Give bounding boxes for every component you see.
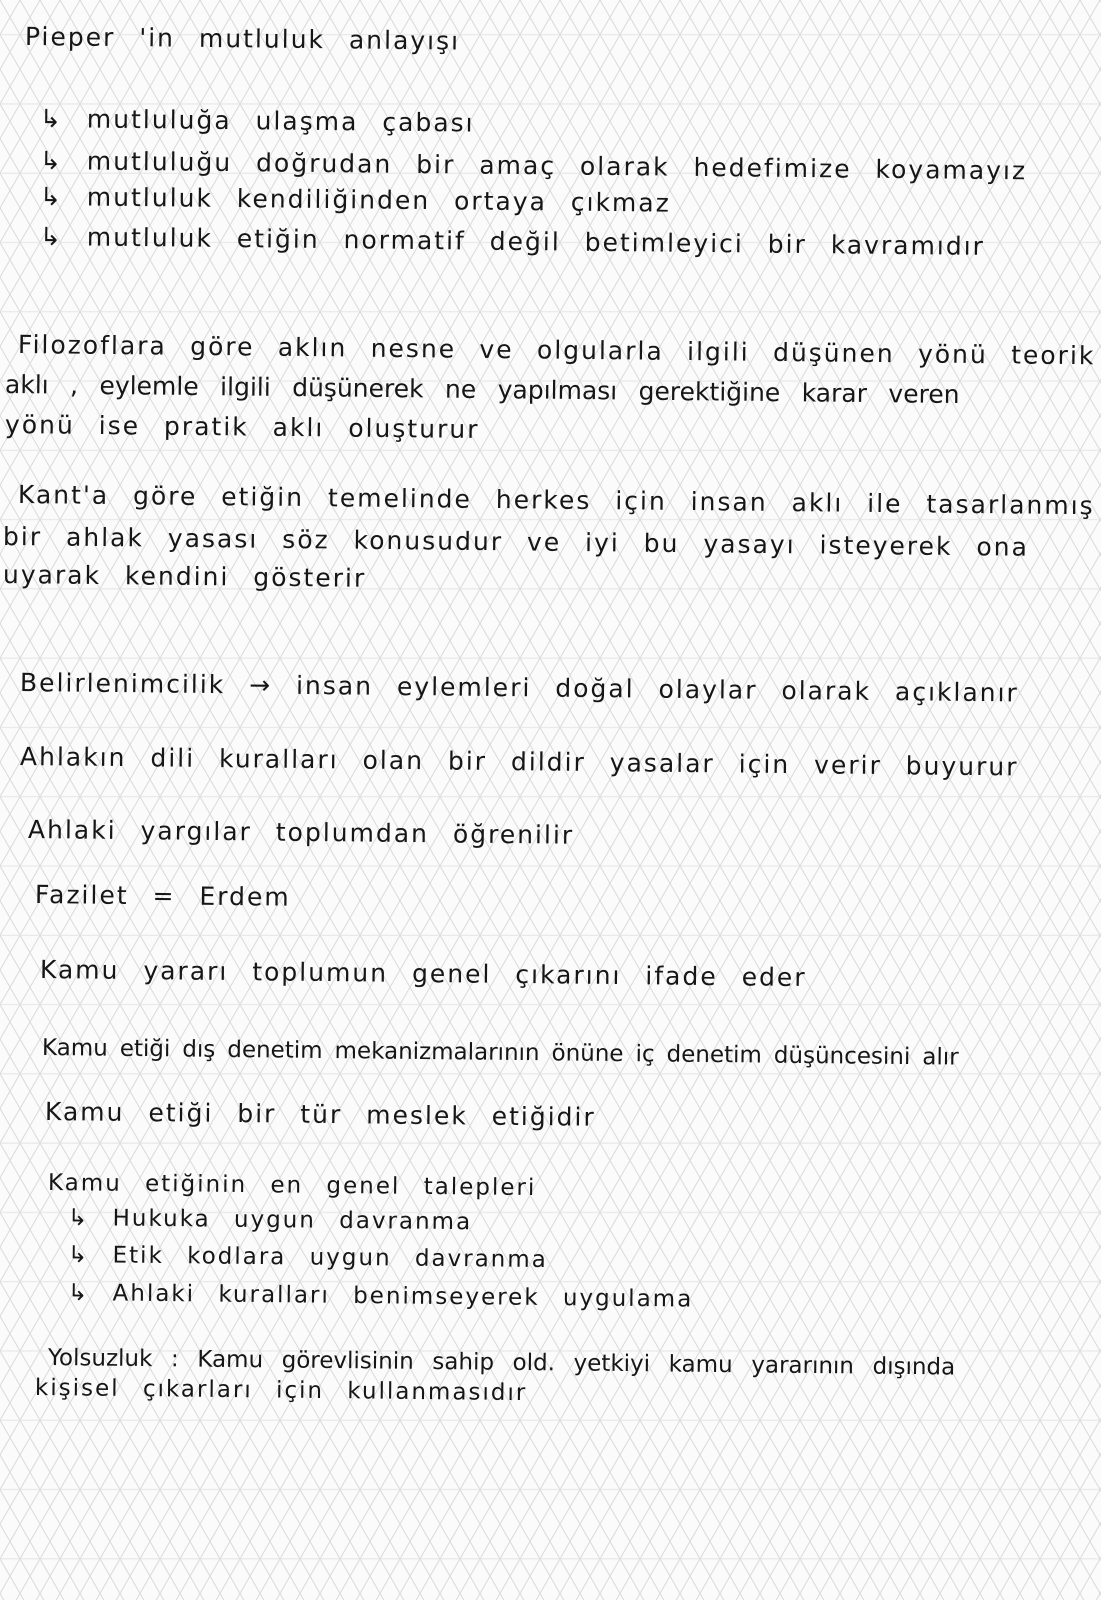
kant-line: bir ahlak yasası söz konusudur ve iyi bu yasayı isteyerek ona	[2, 522, 1030, 562]
note-title: Pieper 'in mutluluk anlayışı	[24, 22, 461, 56]
belirlenimcilik-line: Belirlenimcilik → insan eylemleri doğal olaylar olarak açıklanır	[19, 668, 1019, 708]
akil-line: Filozoflara göre aklın nesne ve olgularla ilgili düşünen yönü teorik	[17, 330, 1096, 371]
kamu-etigi-meslek-line: Kamu etiği bir tür meslek etiğidir	[44, 1097, 596, 1132]
yolsuzluk-line: Yolsuzluk : Kamu görevlisinin sahip old. yetkiyi kamu yararının dışında	[47, 1345, 956, 1381]
talepler-title: Kamu etiğinin en genel talepleri	[47, 1170, 537, 1202]
kant-line: uyarak kendini gösterir	[2, 560, 367, 593]
talep-item: ↳ Ahlaki kuralları benimseyerek uygulama	[67, 1280, 694, 1313]
akil-line: aklı , eylemle ilgili düşünerek ne yapılması gerektiğine karar veren	[4, 370, 960, 409]
yolsuzluk-line: kişisel çıkarları için kullanmasıdır	[34, 1375, 528, 1407]
kamu-etigi-denetim-line: Kamu etiği dış denetim mekanizmalarının önüne iç denetim düşüncesini alır	[41, 1035, 959, 1071]
pieper-point: ↳ mutluluk kendiliğinden ortaya çıkmaz	[39, 182, 671, 218]
pieper-point: ↳ mutluluğu doğrudan bir amaç olarak hedefimize koyamayız	[39, 146, 1028, 186]
fazilet-line: Fazilet = Erdem	[34, 880, 291, 912]
ahlaki-yargilar-line: Ahlaki yargılar toplumdan öğrenilir	[27, 815, 575, 850]
kamu-yarari-line: Kamu yararı toplumun genel çıkarını ifade eder	[39, 955, 807, 993]
ahlakin-dili-line: Ahlakın dili kuralları olan bir dildir yasalar için verir buyurur	[19, 742, 1019, 782]
pieper-point: ↳ mutluluk etiğin normatif değil betimleyici bir kavramıdır	[39, 222, 986, 261]
akil-line: yönü ise pratik aklı oluşturur	[4, 410, 480, 444]
kant-line: Kant'a göre etiğin temelinde herkes için insan aklı ile tasarlanmış	[17, 480, 1095, 521]
pieper-point: ↳ mutluluğa ulaşma çabası	[39, 104, 475, 138]
talep-item: ↳ Hukuka uygun davranma	[67, 1205, 473, 1236]
talep-item: ↳ Etik kodlara uygun davranma	[67, 1242, 548, 1274]
